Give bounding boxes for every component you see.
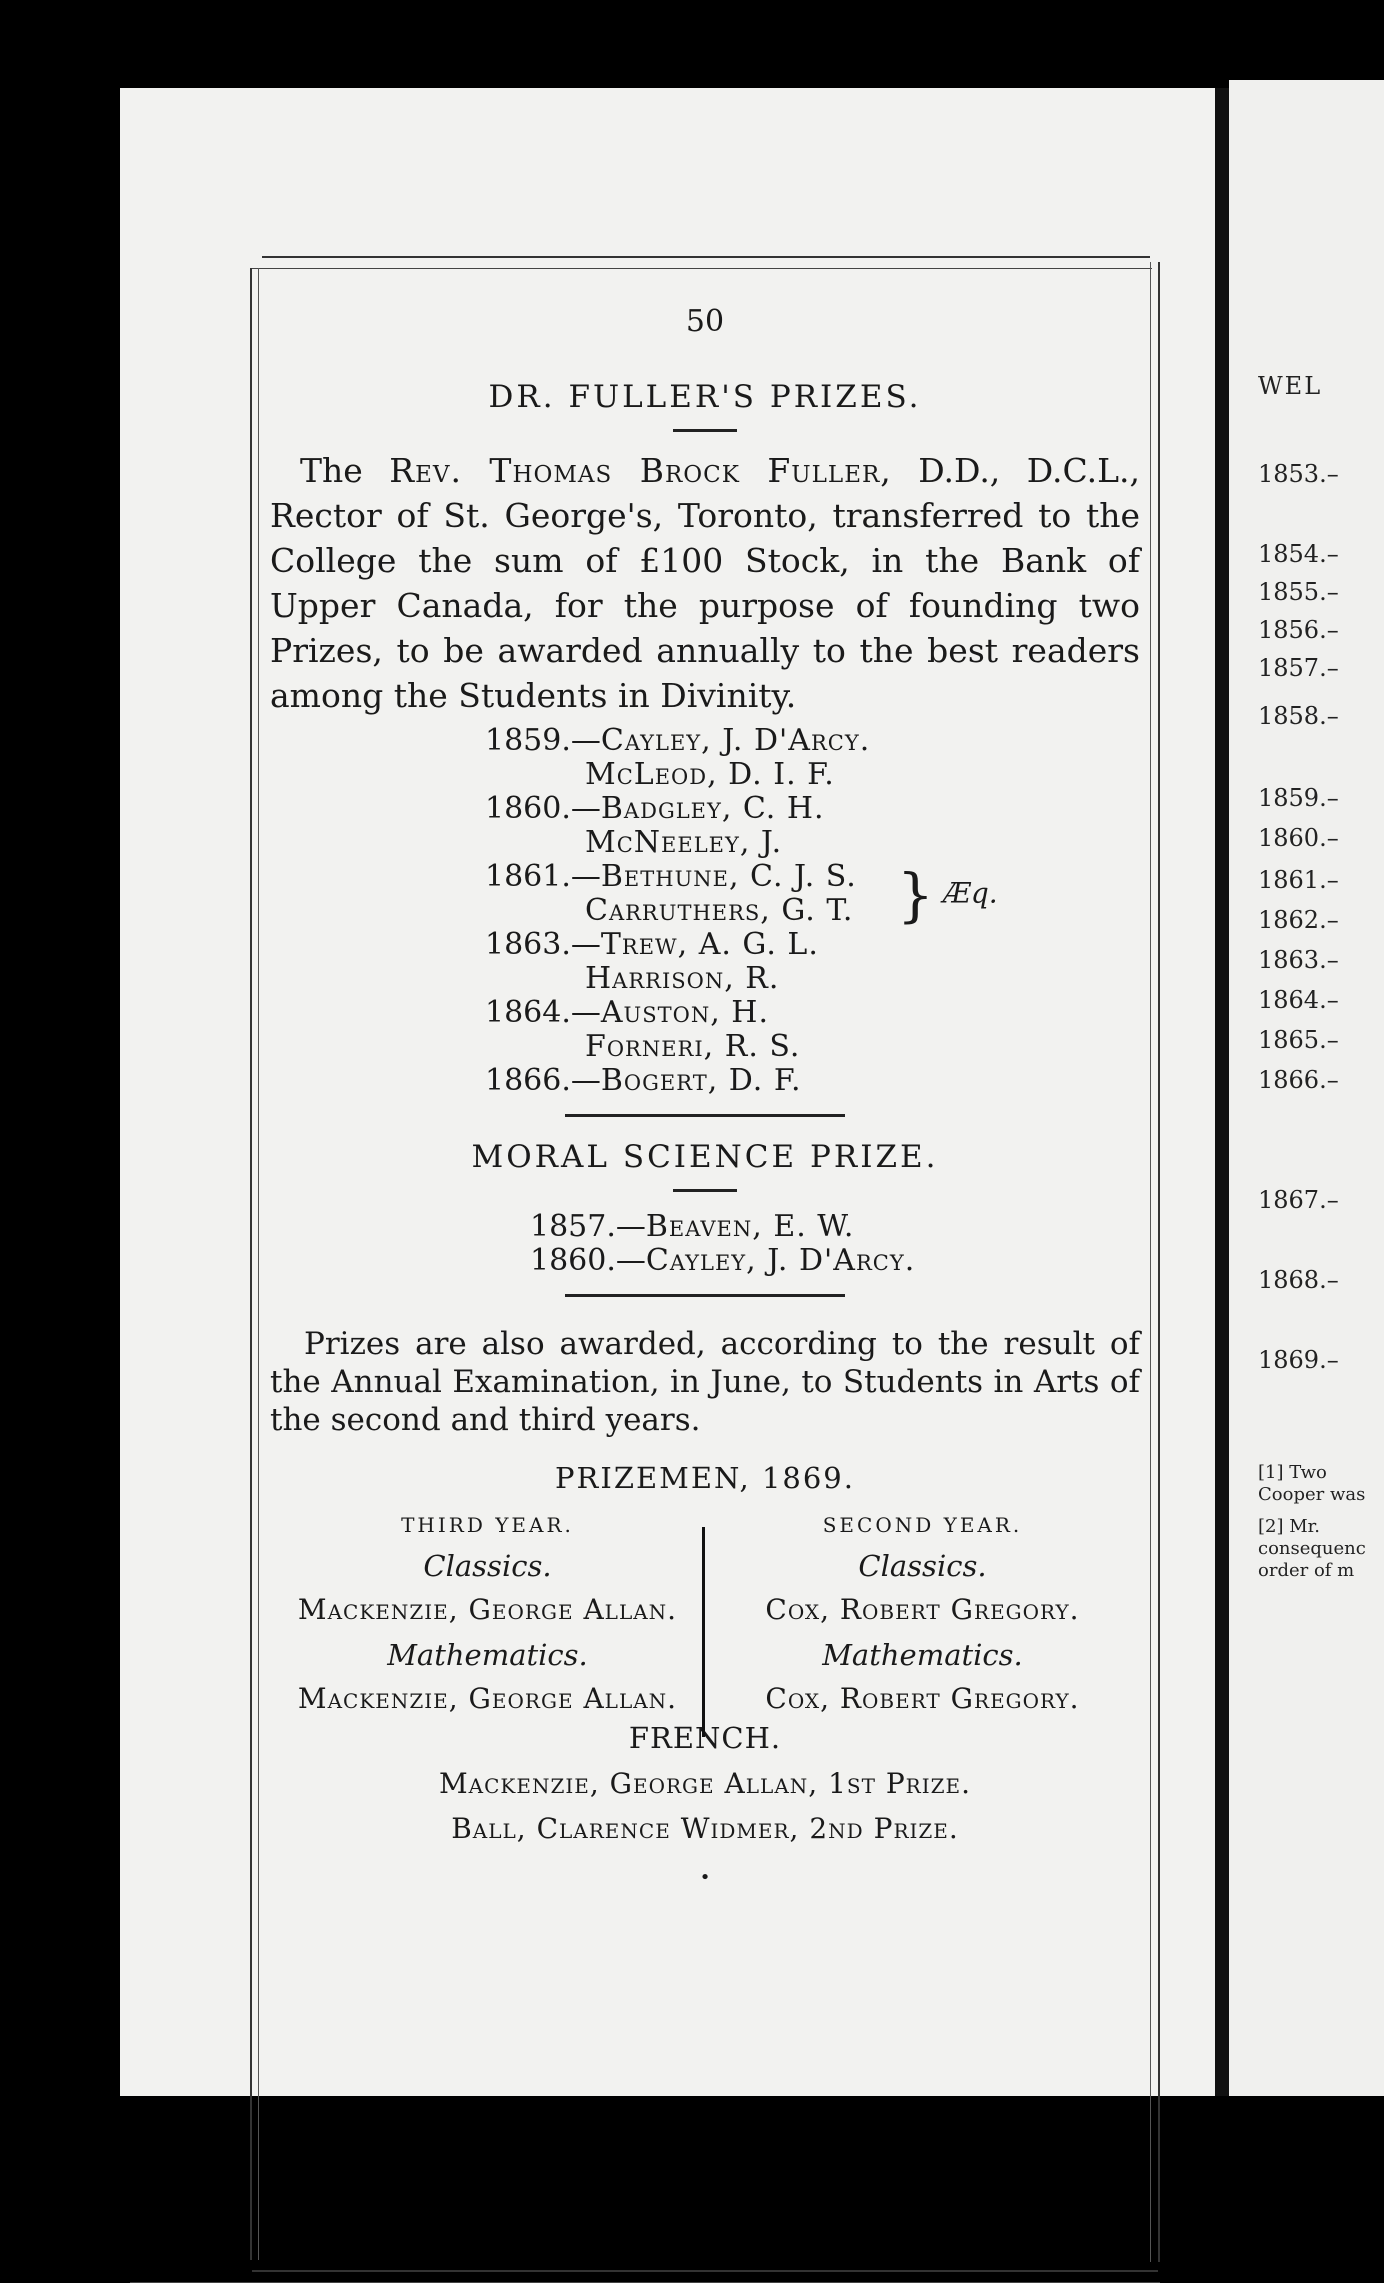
next-page-year: 1856.– [1258,616,1339,644]
entry-year: 1860.— [485,791,601,826]
frame-rule-left-inner [258,268,259,2260]
entry-name: Carruthers, G. T. [585,893,854,928]
frame-rule-top-inner [252,268,1152,269]
title-rule [673,429,737,432]
next-page-year: 1868.– [1258,1266,1339,1294]
entry-year: 1866.— [485,1063,601,1098]
next-page-year: 1867.– [1258,1186,1339,1214]
entry-name: Bogert, D. F. [600,1063,802,1098]
next-page-year: 1864.– [1258,986,1339,1014]
frame-rule-right-inner [1150,262,1151,2262]
moral-prize-list [530,1210,1140,1278]
french-title: FRENCH. [628,1721,782,1755]
entry-year: 1860.— [530,1243,646,1278]
column-divider [702,1527,705,1737]
list-item [485,894,1140,928]
fuller-paragraph [270,448,1140,718]
title-rule [673,1189,737,1192]
classics-label: Classics. [858,1549,987,1583]
french-first-prize: Mackenzie, George Allan, 1st Prize. [438,1767,972,1800]
list-item [485,928,1140,962]
page-content [270,300,1140,1888]
eq-label: Æq. [942,876,998,910]
third-year-column [270,1513,705,1715]
list-item [485,792,1140,826]
page-number: 50 [685,304,725,339]
next-page-footnote: [1] Two [1258,1462,1327,1483]
classics-label: Classics. [423,1549,552,1583]
frame-rule-left [250,268,252,2260]
next-page-footnote: [2] Mr. [1258,1516,1320,1537]
next-page-year: 1860.– [1258,824,1339,852]
entry-name: McLeod, D. I. F. [585,757,835,792]
entry-year: 1861.— [485,859,601,894]
next-page-year: 1863.– [1258,946,1339,974]
entry-name: Trew, A. G. L. [600,927,819,962]
next-page-year: 1869.– [1258,1346,1339,1374]
next-page-year: 1866.– [1258,1066,1339,1094]
next-page-footnote: consequenc [1258,1538,1366,1559]
entry-name: Cayley, J. D'Arcy. [600,723,871,758]
frame-rule-right [1158,262,1160,2262]
next-page-footnote: Cooper was [1258,1484,1366,1505]
second-year-column [705,1513,1140,1715]
fuller-paragraph-name: Rev. Thomas Brock Fuller, [389,451,892,490]
entry-name: Auston, H. [600,995,770,1030]
list-item [485,962,1140,996]
next-page-footnote: order of m [1258,1560,1355,1581]
third-year-heading: THIRD YEAR. [401,1513,574,1537]
list-item [485,860,1140,894]
next-page-year: 1855.– [1258,578,1339,606]
fuller-paragraph-rest: D.D., D.C.L., Rector of St. George's, Toronto, transferred to the College the sum of £100 Stock, in the Bank of Upper Canada, for the purpose of founding two Prizes, to be awarded annually to the best readers among the Students in Divinity. [270,451,1140,715]
entry-year: 1857.— [530,1209,646,1244]
next-page-year: 1858.– [1258,702,1339,730]
classics-winner: Mackenzie, George Allan. [297,1593,678,1626]
next-page-heading: WEL [1258,372,1323,400]
list-item-group-eq [485,860,1140,928]
frame-rule-bottom [252,2270,1158,2272]
list-item [485,758,1140,792]
entry-name: Harrison, R. [585,961,780,996]
next-page-year: 1865.– [1258,1026,1339,1054]
entry-name: Cayley, J. D'Arcy. [645,1243,916,1278]
moral-science-title: MORAL SCIENCE PRIZE. [471,1139,939,1175]
entry-year: 1863.— [485,927,601,962]
aequales-marker [897,861,998,929]
frame-rule-top [262,256,1150,258]
next-page-year: 1859.– [1258,784,1339,812]
entry-name: Bethune, C. J. S. [600,859,857,894]
prizemen-title: PRIZEMEN, 1869. [555,1461,855,1495]
entry-year: 1864.— [485,995,601,1030]
mathematics-label: Mathematics. [822,1638,1023,1672]
section-divider [565,1294,845,1297]
mathematics-winner: Mackenzie, George Allan. [297,1682,678,1715]
list-item [485,826,1140,860]
mathematics-winner: Cox, Robert Gregory. [765,1682,1080,1715]
classics-winner: Cox, Robert Gregory. [765,1593,1080,1626]
list-item [530,1210,1140,1244]
entry-year: 1859.— [485,723,601,758]
list-item [530,1244,1140,1278]
mathematics-label: Mathematics. [387,1638,588,1672]
ornament-dot: • [699,1867,711,1888]
list-item [485,996,1140,1030]
next-page-year: 1861.– [1258,866,1339,894]
entry-name: Badgley, C. H. [600,791,825,826]
next-page-year: 1862.– [1258,906,1339,934]
entry-name: Forneri, R. S. [585,1029,801,1064]
second-year-heading: SECOND YEAR. [822,1513,1023,1537]
next-page-year: 1857.– [1258,654,1339,682]
list-item [485,1064,1140,1098]
prizemen-columns [270,1513,1140,1715]
entry-name: Beaven, E. W. [645,1209,855,1244]
list-item [485,724,1140,758]
binding-gutter [1215,88,1229,2096]
exam-paragraph: Prizes are also awarded, according to the result of the Annual Examination, in June, to Students in Arts of the second and third years. [270,1326,1140,1438]
next-page-year: 1854.– [1258,540,1339,568]
list-item [485,1030,1140,1064]
entry-name: McNeeley, J. [585,825,783,860]
fuller-prizes-title: DR. FULLER'S PRIZES. [488,379,922,415]
brace-icon: } [897,861,934,929]
fuller-paragraph-lead: The [300,451,363,490]
section-divider [565,1114,845,1117]
french-second-prize: Ball, Clarence Widmer, 2nd Prize. [451,1812,959,1845]
next-page-year: 1853.– [1258,460,1339,488]
fuller-prize-list [485,724,1140,1098]
